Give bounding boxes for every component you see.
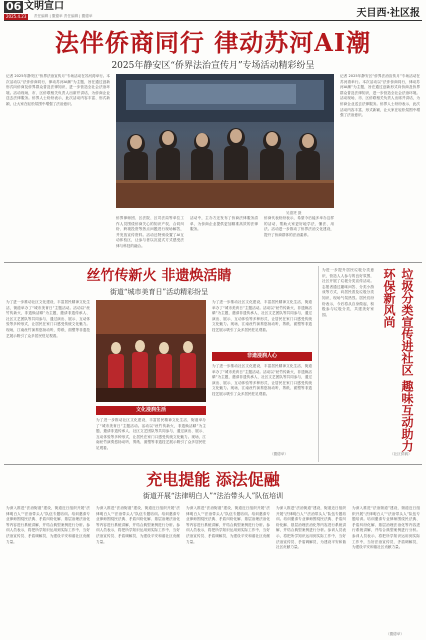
lead-column-4: 侨商代表纷纷表示，希望今后能多举办这样的活动，帮助大家更好地学法、懂法、用法。活动进一步推动了侨界法治文化建设，提升了侨商群体的法治素养。 (264, 216, 334, 237)
heritage-column-2: 为了进一步推动社区文化建设，丰富居民精神文化生活，街道举办了“城市美育日”主题活动。活动以“丝竹传新火，非遗焕活睛”为主题，邀请非遗传承人、社区文艺团队等共同参与，通过演出、展示、互动体验等多种形式，让居民在家门口感受传统文化魅力。现场，江南丝竹演奏悠扬动听，剪纸、面塑等非遗技艺展示吸引了众多居民驻足观看。 (96, 418, 206, 450)
lead-subtitle: 2025年静安区“侨界法治宣传月”专场活动精彩纷呈 (111, 61, 315, 71)
heritage-subtitle: 街道“城市美育日”活动精彩纷呈 (109, 288, 209, 296)
training-headline: 充电提能 添法促融 (146, 470, 280, 489)
recycle-credit: （社区供稿） (390, 452, 412, 456)
lead-column-3: 活动中，主办方还发布了侨商法律服务清单，为侨商企业提供更加精准高效的法律服务。 (190, 216, 258, 232)
heritage-column-4: 为了进一步推动社区文化建设，丰富居民精神文化生活，街道举办了“城市美育日”主题活动。活动以“丝竹传新火，非遗焕活睛”为主题，邀请非遗传承人、社区文艺团队等共同参与，通过演出、展示、互动体验等多种形式，让居民在家门口感受传统文化魅力。现场，江南丝竹演奏悠扬动听，剪纸、面塑等非遗技艺展示吸引了众多居民驻足观看。 (212, 364, 312, 396)
subhead-culture-label: 文化浸润生活 (96, 406, 206, 415)
masthead-rule (4, 20, 422, 21)
lead-photo (116, 74, 334, 208)
newspaper-brand: 天目西·社区报 (356, 8, 420, 19)
issue-date: 2025.4.23 (6, 14, 27, 19)
masthead (0, 0, 426, 20)
column-divider (318, 266, 319, 462)
training-subtitle: 街道开展“法律明白人”“法治带头人”队伍培训 (142, 492, 284, 500)
training-credit: （撒德举） (386, 632, 404, 636)
heritage-headline: 丝竹传新火 非遗焕活睛 (86, 268, 232, 284)
section-divider (4, 262, 422, 263)
subhead-heritage (212, 352, 312, 361)
training-column-5: 为深入推进“法治街道”建设，街道近日组织开展“法律明白人”“法治带头人”队伍专题培训。培训邀请专业律师围绕民法典、矛盾纠纷化解、基层治理法治化等内容进行系统讲解，并结合典型案例进行分析。参训人员表示，将把所学知识运用到实际工作中，当好法治宣传员、矛盾调解员，为建设平安和谐社区贡献力量。 (352, 506, 420, 550)
recycle-headline (380, 268, 422, 458)
recycle-headline-text: 垃圾分类宣传进社区 趣味互动助力环保新风尚 (382, 268, 414, 453)
lead-column-5: 记者 2025年静安区“侨界法治宣传月”专场活动在苏河湾举行。本次活动以“法伴侨商同行，律动苏河AI潮”为主题，旨在通过创新形式向侨商及侨界群众普及法律知识，进一步营造全社会法治环境。活动现场，市、区侨联相关负责人出席并讲话，为侨商企业送去法律服务。侨界人士纷纷表示，此次活动内容丰富、形式新颖，让大家在轻松氛围中增强了法治意识。 (340, 74, 420, 118)
heritage-credit: （撒德举） (270, 452, 288, 456)
lead-column-1: 记者 2025年静安区“侨界法治宣传月”专场活动在苏河湾举行。本次活动以“法伴侨商同行，律动苏河AI潮”为主题，旨在通过创新形式向侨商及侨界群众普及法律知识，进一步营造全社会法治环境。活动现场，市、区侨联相关负责人出席并讲话，为侨商企业送去法律服务。侨界人士纷纷表示，此次活动内容丰富、形式新颖，让大家在轻松氛围中增强了法治意识。 (6, 74, 110, 106)
training-column-1: 为深入推进“法治街道”建设，街道近日组织开展“法律明白人”“法治带头人”队伍专题培训。培训邀请专业律师围绕民法典、矛盾纠纷化解、基层治理法治化等内容进行系统讲解，并结合典型案例进行分析。参训人员表示，将把所学知识运用到实际工作中，当好法治宣传员、矛盾调解员，为建设平安和谐社区贡献力量。 (6, 506, 90, 544)
lead-column-2: 侨界律师团、区法院、区司法局等单位工作人员围绕侨商关心的知识产权、合同纠纷、跨境投资等热点问题进行现场解答，并发放宣传资料。活动还特别设置了AI互动体验区，让参与者以沉浸式方式感受法律与科技的融合。 (116, 216, 184, 248)
section-title: 文明宣口 (24, 1, 64, 12)
editor-meta: 责任编辑 | 撒德举 责任编辑 | 撒德举 (34, 14, 93, 18)
subhead-culture (96, 406, 206, 415)
recycle-column-1: 为进一步提升居民垃圾分类意识，营造人人参与的良好氛围，社区开展了垃圾分类宣传活动。志愿者通过趣味问答、分类小游戏等方式，向居民普及垃圾分类知识，现场气氛热烈。居民们纷纷表示，今后将从自身做起，积极参与垃圾分类，共建美好家园。 (322, 268, 374, 317)
heritage-column-3: 为了进一步推动社区文化建设，丰富居民精神文化生活，街道举办了“城市美育日”主题活动。活动以“丝竹传新火，非遗焕活睛”为主题，邀请非遗传承人、社区文艺团队等共同参与，通过演出、展示、互动体验等多种形式，让居民在家门口感受传统文化魅力。现场，江南丝竹演奏悠扬动听，剪纸、面塑等非遗技艺展示吸引了众多居民驻足观看。 (212, 300, 312, 332)
bottom-divider (4, 464, 422, 465)
subhead-heritage-label: 非遗浸润人心 (212, 352, 312, 361)
training-column-3: 为深入推进“法治街道”建设，街道近日组织开展“法律明白人”“法治带头人”队伍专题培训。培训邀请专业律师围绕民法典、矛盾纠纷化解、基层治理法治化等内容进行系统讲解，并结合典型案例进行分析。参训人员表示，将把所学知识运用到实际工作中，当好法治宣传员、矛盾调解员，为建设平安和谐社区贡献力量。 (186, 506, 270, 544)
photo-credit: 吴德贤 摄 (286, 211, 302, 215)
page-number: 06 (6, 0, 22, 13)
heritage-column-1: 为了进一步推动社区文化建设，丰富居民精神文化生活，街道举办了“城市美育日”主题活动。活动以“丝竹传新火，非遗焕活睛”为主题，邀请非遗传承人、社区文艺团队等共同参与，通过演出、展示、互动体验等多种形式，让居民在家门口感受传统文化魅力。现场，江南丝竹演奏悠扬动听，剪纸、面塑等非遗技艺展示吸引了众多居民驻足观看。 (6, 300, 90, 338)
heritage-photo (96, 300, 206, 402)
training-column-4: 为深入推进“法治街道”建设，街道近日组织开展“法律明白人”“法治带头人”队伍专题培训。培训邀请专业律师围绕民法典、矛盾纠纷化解、基层治理法治化等内容进行系统讲解，并结合典型案例进行分析。参训人员表示，将把所学知识运用到实际工作中，当好法治宣传员、矛盾调解员，为建设平安和谐社区贡献力量。 (276, 506, 346, 550)
lead-headline: 法伴侨商同行 律动苏河AI潮 (54, 28, 372, 57)
training-column-2: 为深入推进“法治街道”建设，街道近日组织开展“法律明白人”“法治带头人”队伍专题培训。培训邀请专业律师围绕民法典、矛盾纠纷化解、基层治理法治化等内容进行系统讲解，并结合典型案例进行分析。参训人员表示，将把所学知识运用到实际工作中，当好法治宣传员、矛盾调解员，为建设平安和谐社区贡献力量。 (96, 506, 180, 544)
